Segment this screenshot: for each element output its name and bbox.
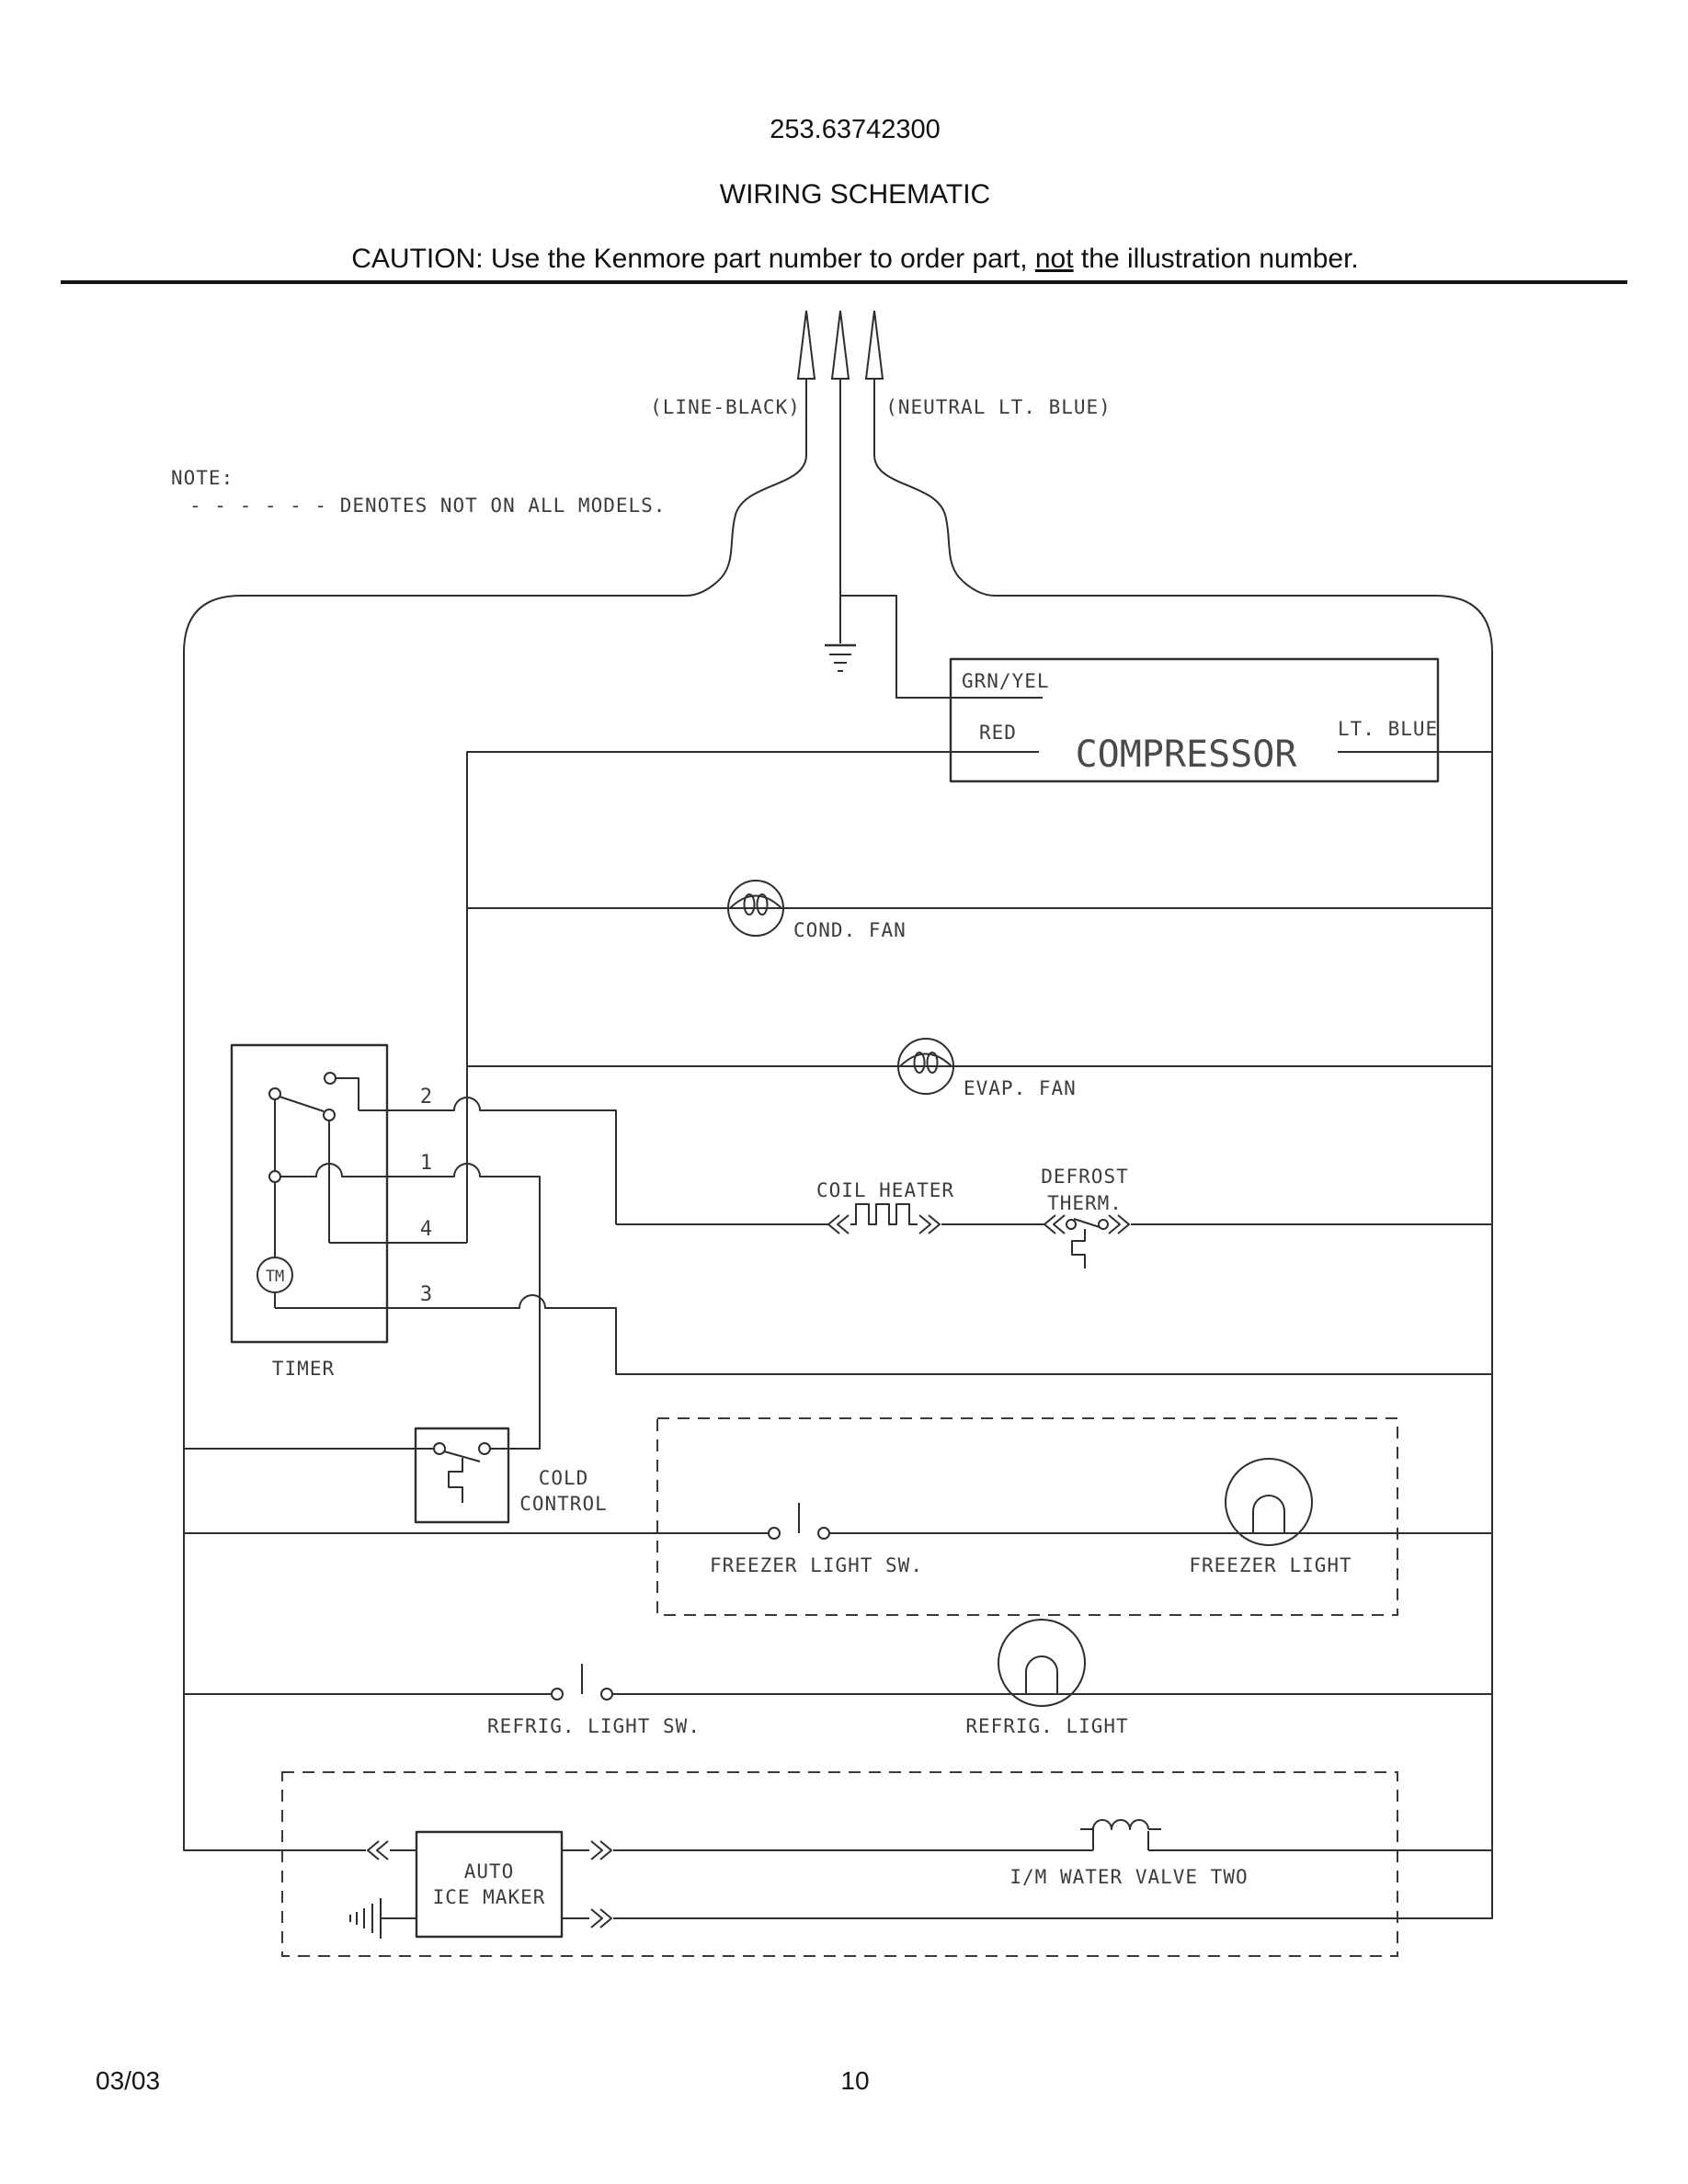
timer-top-terminal-wire <box>336 1078 359 1110</box>
footer <box>96 2066 870 2095</box>
cold-control <box>184 1428 608 1522</box>
cold-control-sensor-icon <box>449 1458 462 1503</box>
compressor-terminal-grn-yel: GRN/YEL <box>962 670 1050 692</box>
ice-maker-optional-dashed-box <box>282 1772 1397 1956</box>
neutral-lt-blue-label: (NEUTRAL LT. BLUE) <box>885 396 1112 418</box>
line-bus-left <box>184 379 806 1850</box>
power-supply <box>650 311 1112 418</box>
ground-up-arrow-icon <box>832 311 849 379</box>
caution-emphasis: not <box>1034 244 1074 274</box>
note-block <box>171 467 666 517</box>
header <box>61 115 1627 282</box>
connector-chevron-right-icon <box>591 1841 611 1860</box>
defrost-therm-label-line1: DEFROST <box>1041 1166 1129 1188</box>
cold-control-label-line1: COLD <box>538 1467 589 1489</box>
neutral-bus-right <box>613 379 1492 1918</box>
timer-common-terminal-icon <box>269 1171 280 1182</box>
auto-ice-maker-box <box>416 1832 562 1937</box>
freezer-light-sw-label: FREEZER LIGHT SW. <box>710 1554 923 1576</box>
part-number: 253.63742300 <box>770 115 941 144</box>
defrost-timer <box>232 1045 1492 1449</box>
timer-label: TIMER <box>271 1358 336 1380</box>
compressor <box>467 596 1492 1243</box>
connector-chevron-left-icon <box>1044 1215 1065 1234</box>
water-valve-label: I/M WATER VALVE TWO <box>1009 1866 1249 1888</box>
timer-contact-2: 2 <box>419 1086 434 1109</box>
refrig-light-circuit <box>184 1620 1492 1737</box>
light-bulb-icon <box>998 1620 1085 1706</box>
timer-contact-4: 4 <box>419 1218 434 1241</box>
note-dashes-text: - - - - - - DENOTES NOT ON ALL MODELS. <box>189 495 667 517</box>
compressor-terminal-lt-blue: LT. BLUE <box>1338 718 1439 740</box>
cond-fan-label: COND. FAN <box>793 919 907 941</box>
compressor-title: COMPRESSOR <box>1075 734 1297 776</box>
timer-contact2-wire <box>359 1098 616 1224</box>
footer-date: 03/03 <box>96 2066 161 2095</box>
connector-chevron-right-icon <box>919 1215 940 1234</box>
timer-terminal-icon <box>325 1073 336 1084</box>
refrig-light-sw-label: REFRIG. LIGHT SW. <box>487 1715 701 1737</box>
caution-text <box>351 244 1359 274</box>
timer-motor-label: TM <box>265 1268 285 1286</box>
timer-contact-3: 3 <box>419 1283 434 1306</box>
water-valve-coil-icon <box>1080 1820 1161 1850</box>
coil-heater-element-icon <box>850 1204 918 1224</box>
caution-suffix: the illustration number. <box>1073 244 1359 274</box>
cold-control-terminal-icon <box>434 1443 445 1454</box>
ice-maker-label-line2: ICE MAKER <box>432 1886 546 1908</box>
freezer-light-label: FREEZER LIGHT <box>1189 1554 1352 1576</box>
page-title: WIRING SCHEMATIC <box>719 179 991 210</box>
coil-heater-label: COIL HEATER <box>815 1179 955 1201</box>
light-bulb-icon <box>1226 1459 1312 1545</box>
timer-arm-terminal-icon <box>324 1109 335 1120</box>
note-heading: NOTE: <box>171 467 234 489</box>
water-inlet-icon <box>350 1898 381 1939</box>
timer-switch-arm <box>279 1097 324 1111</box>
defrost-therm-arm <box>1074 1219 1100 1227</box>
defrost-therm-terminal-icon <box>1099 1220 1108 1229</box>
connector-chevron-left-icon <box>828 1215 849 1234</box>
timer-contact1-wire <box>280 1164 540 1449</box>
defrost-therm-sensor-icon <box>1072 1229 1085 1268</box>
defrost-therm-label-line2: THERM. <box>1047 1192 1123 1214</box>
connector-chevron-right-icon <box>1109 1215 1129 1234</box>
timer-contact-1: 1 <box>419 1152 434 1175</box>
evaporator-fan <box>467 1039 1492 1099</box>
neutral-up-arrow-icon <box>866 311 883 379</box>
caution-prefix: CAUTION: Use the Kenmore part number to order part, <box>351 244 1035 274</box>
line-up-arrow-icon <box>798 311 815 379</box>
push-switch-icon <box>552 1664 612 1700</box>
connector-chevron-left-icon <box>368 1841 388 1860</box>
timer-box <box>232 1045 387 1342</box>
cold-control-box <box>416 1428 508 1522</box>
freezer-optional-dashed-box <box>657 1418 1397 1615</box>
compressor-terminal-red: RED <box>979 722 1017 744</box>
cold-control-terminal-icon <box>479 1443 490 1454</box>
condenser-fan <box>467 881 1492 941</box>
ground-icon <box>825 645 856 671</box>
red-wire-and-run-bus <box>467 752 1039 1243</box>
defrost-therm-terminal-icon <box>1066 1220 1076 1229</box>
footer-page-number: 10 <box>840 2066 870 2095</box>
cold-control-label-line2: CONTROL <box>519 1493 608 1515</box>
ice-maker-circuit <box>282 1772 1492 1956</box>
timer-contact3-wire <box>275 1295 1492 1374</box>
evap-fan-label: EVAP. FAN <box>964 1077 1077 1099</box>
refrig-light-label: REFRIG. LIGHT <box>965 1715 1129 1737</box>
timer-pivot-terminal-icon <box>269 1088 280 1099</box>
line-black-label: (LINE-BLACK) <box>650 396 801 418</box>
defrost-circuit <box>616 1166 1492 1268</box>
connector-chevron-right-icon <box>591 1909 611 1928</box>
ice-maker-label-line1: AUTO <box>463 1860 515 1883</box>
push-switch-icon <box>769 1503 829 1539</box>
